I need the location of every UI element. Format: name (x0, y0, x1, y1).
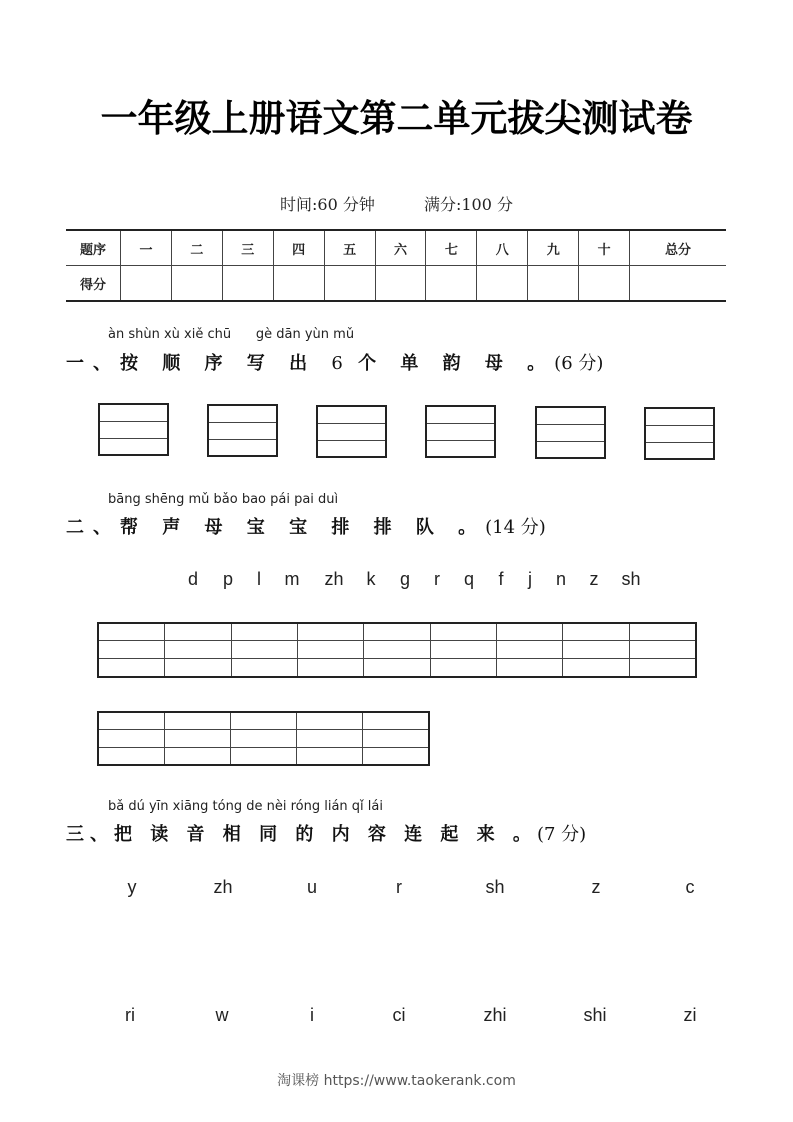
score-table-header-row (66, 230, 726, 266)
exam-time: 时间:60 分钟 (280, 195, 375, 214)
match-item-top[interactable]: u (306, 877, 318, 897)
score-row-label: 得分 (66, 266, 121, 302)
q2-prefix: 二、 (66, 517, 120, 538)
consonant: g (399, 569, 411, 589)
consonant: zh (324, 569, 344, 589)
consonant: k (366, 569, 376, 589)
score-cell[interactable] (375, 266, 426, 302)
match-item-top[interactable]: r (396, 877, 402, 897)
q1-prefix: 一、 (66, 353, 120, 374)
q2-consonant-list (0, 569, 793, 593)
score-col-total: 总分 (630, 230, 726, 266)
score-cell[interactable] (222, 266, 273, 302)
writing-cell[interactable] (99, 624, 165, 676)
score-col: 四 (273, 230, 324, 266)
writing-box-3[interactable] (316, 405, 387, 458)
q2-heading (66, 513, 546, 539)
exam-meta (0, 192, 793, 215)
writing-cell[interactable] (165, 624, 231, 676)
q3-heading (66, 820, 586, 846)
score-col: 九 (528, 230, 579, 266)
consonant: f (498, 569, 504, 589)
writing-cell[interactable] (364, 624, 430, 676)
consonant: n (555, 569, 567, 589)
score-col: 五 (324, 230, 375, 266)
match-item-bottom[interactable]: zi (683, 1005, 697, 1025)
writing-cell[interactable] (563, 624, 629, 676)
score-cell[interactable] (171, 266, 222, 302)
q1-pinyin: àn shùn xù xiě chū gè dān yùn mǔ (108, 327, 355, 342)
match-item-bottom[interactable]: zhi (483, 1005, 507, 1025)
q3-points: (7 分) (536, 824, 587, 845)
score-col: 八 (477, 230, 528, 266)
q1-heading (66, 349, 603, 375)
q1-points: (6 分) (554, 353, 604, 374)
consonant: l (257, 569, 261, 589)
writing-cell[interactable] (298, 624, 364, 676)
score-col: 二 (171, 230, 222, 266)
writing-box-6[interactable] (644, 407, 715, 460)
match-item-top[interactable]: z (591, 877, 601, 897)
match-item-top[interactable]: zh (213, 877, 233, 897)
writing-cell[interactable] (630, 624, 695, 676)
score-col: 一 (121, 230, 172, 266)
score-table (66, 229, 726, 302)
consonant: q (463, 569, 475, 589)
q1-text: 按 顺 序 写 出 (120, 353, 317, 374)
q2-pinyin: bāng shēng mǔ bǎo bao pái pai duì (108, 492, 339, 507)
writing-box-1[interactable] (98, 403, 169, 456)
exam-full-score: 满分:100 分 (423, 195, 513, 214)
score-cell[interactable] (579, 266, 630, 302)
score-col: 六 (375, 230, 426, 266)
consonant: d (187, 569, 199, 589)
writing-box-4[interactable] (425, 405, 496, 458)
match-item-bottom[interactable]: shi (583, 1005, 607, 1025)
match-item-bottom[interactable]: w (215, 1005, 229, 1025)
writing-cell[interactable] (232, 624, 298, 676)
q3-prefix: 三、 (66, 824, 114, 845)
writing-cell[interactable] (165, 713, 231, 764)
match-item-top[interactable]: y (127, 877, 137, 897)
writing-cell[interactable] (297, 713, 363, 764)
q3-bottom-row (0, 1005, 793, 1029)
q3-text: 把 读 音 相 同 的 内 容 连 起 来 。 (114, 824, 537, 845)
writing-cell[interactable] (99, 713, 165, 764)
score-col: 七 (426, 230, 477, 266)
q2-writing-grid-row2 (97, 711, 430, 766)
writing-box-2[interactable] (207, 404, 278, 457)
consonant: z (589, 569, 599, 589)
consonant: j (528, 569, 532, 589)
match-item-top[interactable]: c (685, 877, 695, 897)
match-item-bottom[interactable]: i (310, 1005, 314, 1025)
match-item-bottom[interactable]: ri (125, 1005, 135, 1025)
score-col: 十 (579, 230, 630, 266)
q3-top-row (0, 877, 793, 901)
writing-cell[interactable] (431, 624, 497, 676)
score-header-label: 题序 (66, 230, 121, 266)
score-cell[interactable] (528, 266, 579, 302)
score-cell[interactable] (121, 266, 172, 302)
score-cell-total[interactable] (630, 266, 726, 302)
score-table-value-row (66, 266, 726, 302)
q2-text: 帮 声 母 宝 宝 排 排 队 。 (120, 517, 486, 538)
consonant: p (222, 569, 234, 589)
writing-cell[interactable] (363, 713, 428, 764)
consonant: sh (621, 569, 641, 589)
q1-text2: 个 单 韵 母 。 (358, 353, 555, 374)
match-item-bottom[interactable]: ci (392, 1005, 406, 1025)
match-item-top[interactable]: sh (485, 877, 505, 897)
footer-watermark: 淘课榜 https://www.taokerank.com (277, 1073, 516, 1089)
consonant: m (284, 569, 300, 589)
q3-pinyin: bǎ dú yīn xiāng tóng de nèi róng lián qǐ lái (108, 799, 383, 814)
writing-cell[interactable] (497, 624, 563, 676)
score-cell[interactable] (426, 266, 477, 302)
writing-box-5[interactable] (535, 406, 606, 459)
score-cell[interactable] (324, 266, 375, 302)
q2-points: (14 分) (485, 517, 546, 538)
score-col: 三 (222, 230, 273, 266)
q2-writing-grid-row1 (97, 622, 697, 678)
score-cell[interactable] (477, 266, 528, 302)
consonant: r (434, 569, 440, 589)
score-cell[interactable] (273, 266, 324, 302)
writing-cell[interactable] (231, 713, 297, 764)
page-title: 一年级上册语文第二单元拔尖测试卷 (100, 97, 693, 140)
q1-number: 6 (331, 353, 343, 374)
